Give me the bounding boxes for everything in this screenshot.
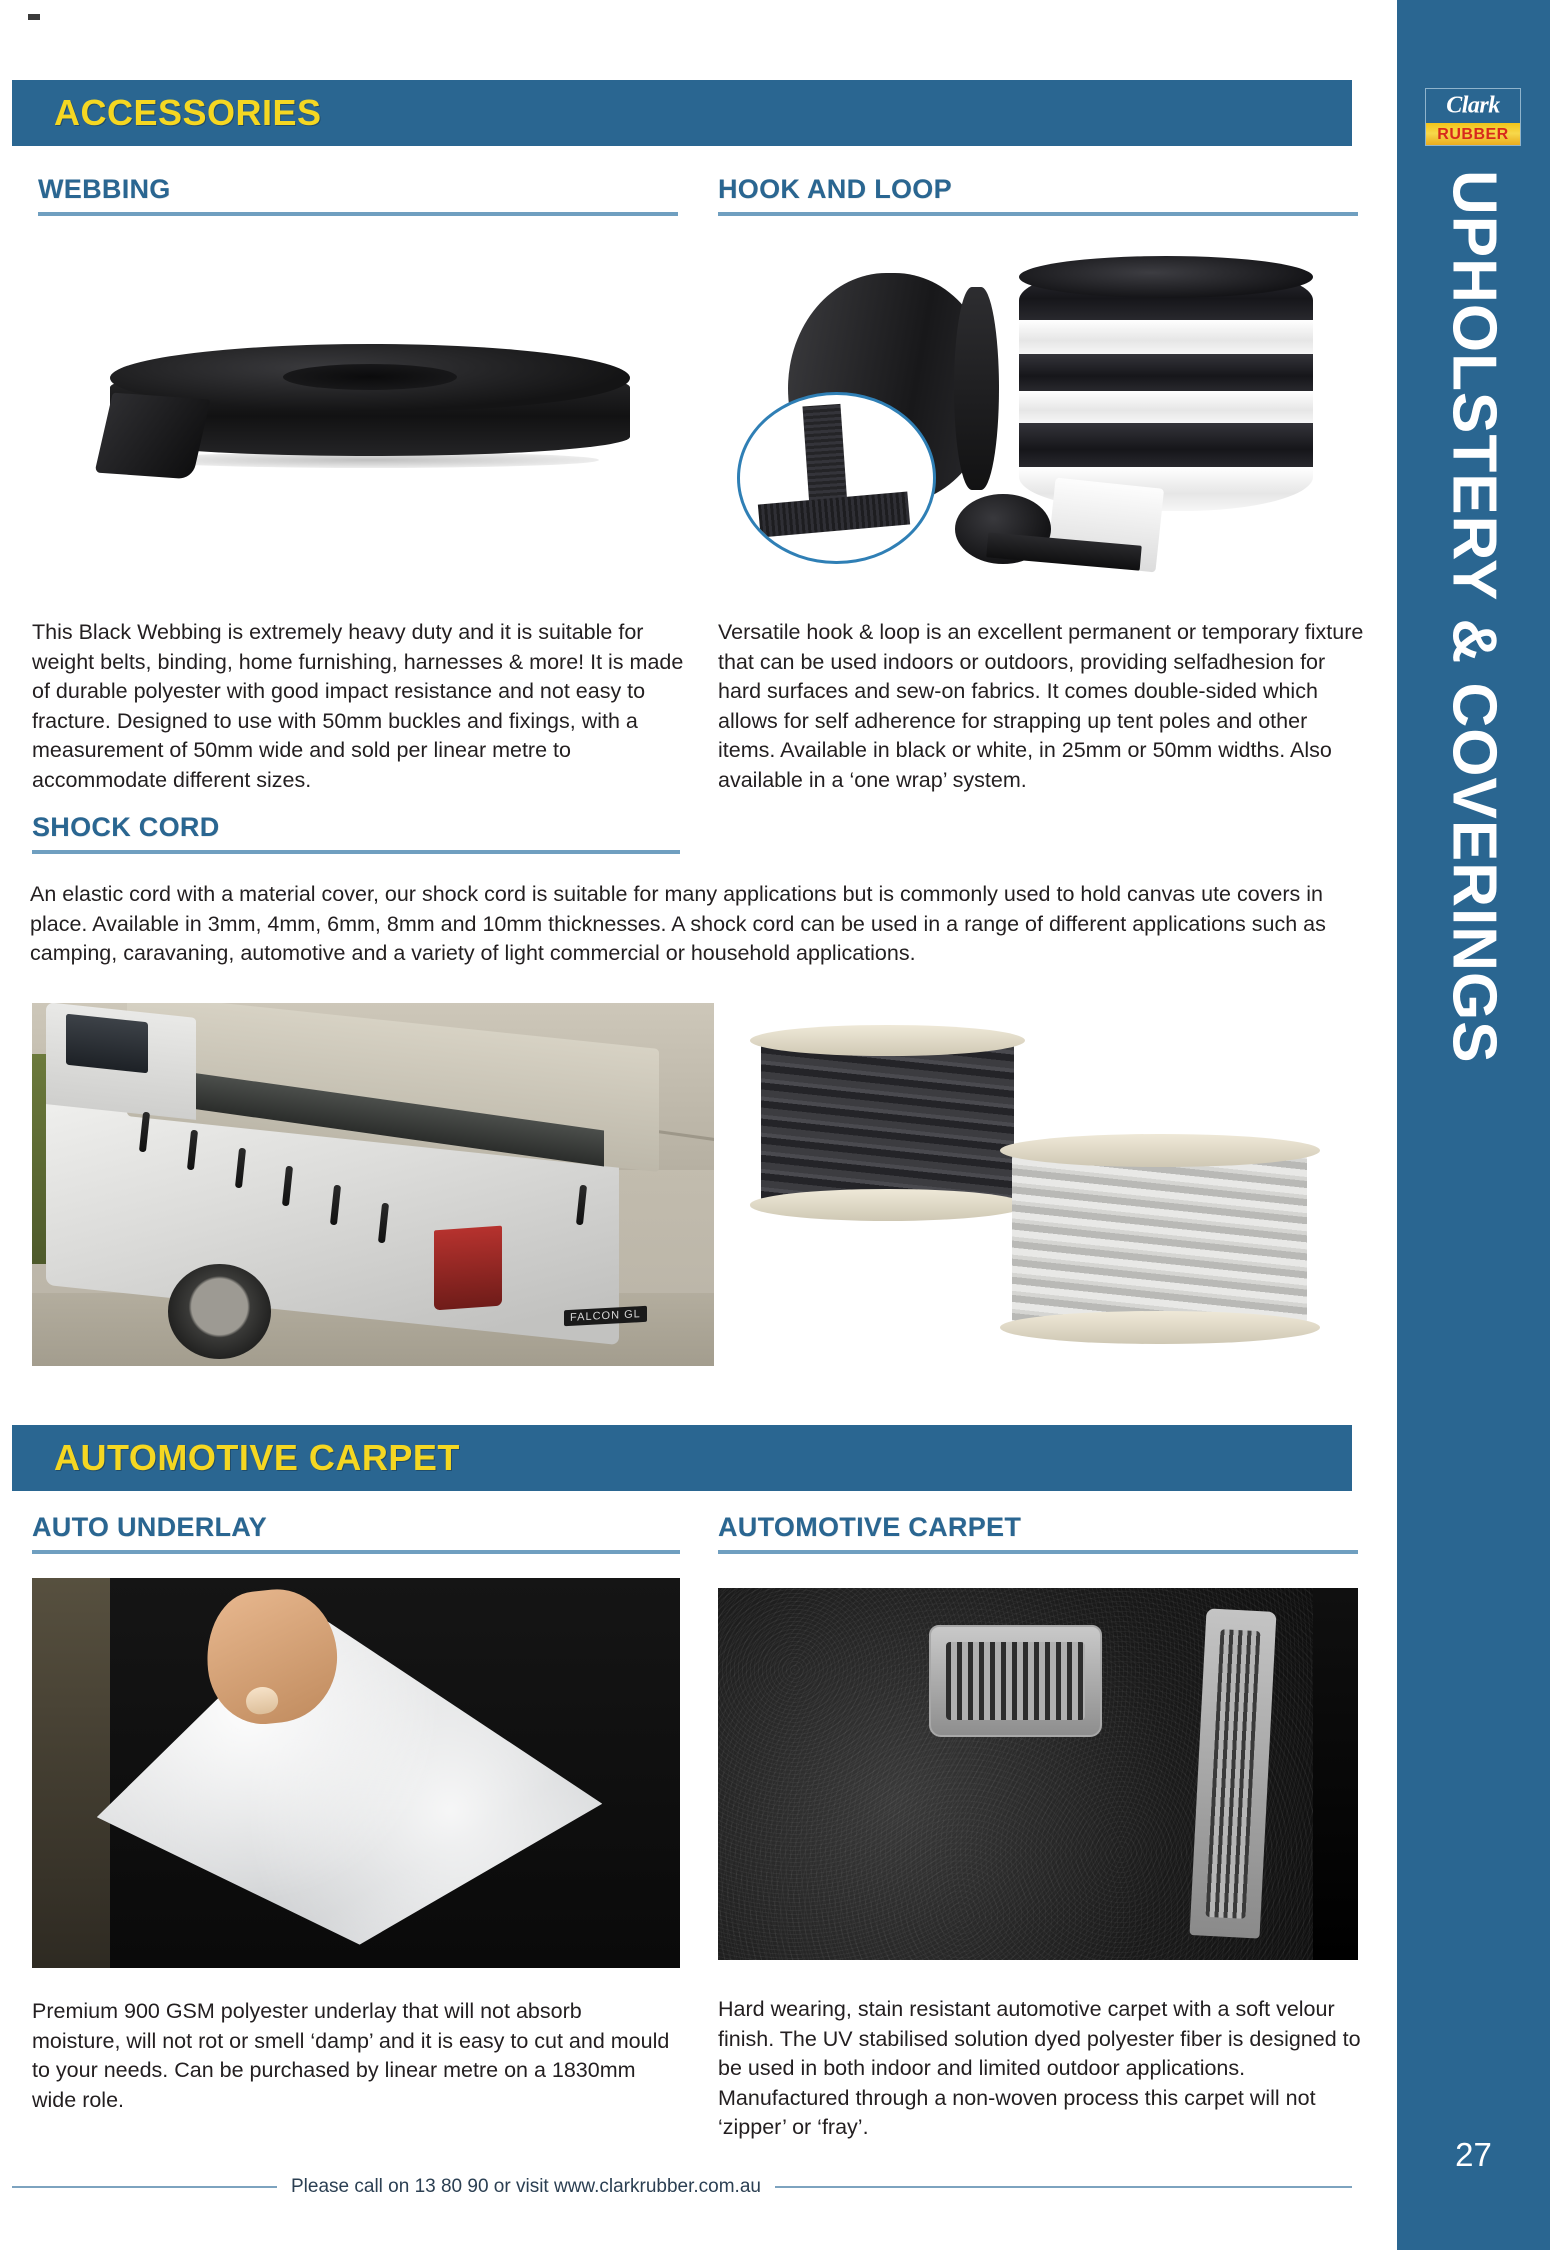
shock-cord-ute-image (32, 1003, 714, 1366)
automotive-carpet-description: Hard wearing, stain resistant automotive carpet with a soft velour finish. The UV stabilised solution dyed polyester fiber is designed to be used in both indoor and limited outdoor applications. Manufactured through a non-woven process this carpet will not ‘zipper’ or ‘fray’. (718, 1997, 1361, 2139)
banner-title-accessories: ACCESSORIES (54, 92, 322, 133)
spool-winding (1012, 1151, 1306, 1328)
side-tab-title: UPHOLSTERY & COVERINGS (1439, 170, 1508, 1064)
spool-flange-top (750, 1025, 1025, 1056)
footer-rule-left (12, 2186, 277, 2188)
footer-contact-text: Please call on 13 80 90 or visit www.clarkrubber.com.au (291, 2176, 761, 2197)
spool-winding (761, 1040, 1014, 1205)
subsection-heading-shock-cord: SHOCK CORD (32, 812, 680, 854)
webbing-roll-image (60, 320, 680, 520)
webbing-roll-core (283, 364, 457, 390)
logo-bottom-band (1426, 123, 1520, 146)
spool-flange-top (1000, 1134, 1320, 1168)
hook-loop-detail-inset (737, 392, 935, 564)
hook-and-loop-description: Versatile hook & loop is an excellent permanent or temporary fixture that can be used indoors or outdoors, providing selfadhesion for hard surfaces and sew-on fabrics. It comes double-sided which allows for self adherence for strapping up tent poles and other items. Available in black or white, in 25mm or 50mm widths. Also available in a ‘one wrap’ system. (718, 620, 1364, 792)
section-banner-accessories (12, 80, 1352, 146)
logo-top-band (1426, 89, 1520, 123)
ute-tail-light (434, 1226, 502, 1311)
ute-window (66, 1013, 148, 1072)
ute-wheel (168, 1264, 270, 1358)
carpet-shadow-edge (1313, 1588, 1358, 1960)
stack-top-face (1019, 256, 1313, 298)
subsection-heading-webbing: WEBBING (38, 174, 678, 216)
footer-rule-right (775, 2186, 1352, 2188)
webbing-loose-end (95, 393, 211, 480)
banner-title-automotive-carpet: AUTOMOTIVE CARPET (54, 1437, 460, 1478)
inset-loop-tape (758, 491, 910, 537)
side-tab (1397, 0, 1550, 2250)
logo-clark-text: Clark (1446, 92, 1500, 119)
subsection-heading-hook-and-loop: HOOK AND LOOP (718, 174, 1358, 216)
shock-cord-spool-white (1000, 1134, 1320, 1345)
inset-hook-tape (802, 404, 848, 509)
side-tab-title-wrap (1397, 170, 1550, 2020)
spool-flange-bottom (750, 1189, 1025, 1220)
shock-cord-spools-image (718, 1003, 1358, 1366)
stack-band-black-3 (1019, 423, 1313, 467)
clark-rubber-logo (1425, 88, 1521, 146)
page-number: 27 (1455, 2136, 1492, 2173)
webbing-description: This Black Webbing is extremely heavy duty and it is suitable for weight belts, binding, home furnishing, harnesses & more! It is made of durable polyester with good impact resistance and not easy to fracture. Designed to use with 50mm buckles and fixings, with a measurement of 50mm wide and sold per linear metre to accommodate different sizes. (32, 620, 684, 792)
spool-flange-bottom (1000, 1311, 1320, 1345)
subsection-heading-automotive-carpet: AUTOMOTIVE CARPET (718, 1512, 1358, 1554)
subsection-heading-auto-underlay: AUTO UNDERLAY (32, 1512, 680, 1554)
stack-band-black-2 (1019, 354, 1313, 391)
brake-pedal (929, 1625, 1102, 1737)
shock-cord-spool-black (750, 1025, 1025, 1221)
stack-band-white-1 (1019, 320, 1313, 354)
underlay-side-carpet (32, 1578, 110, 1968)
logo-rubber-text: RUBBER (1437, 125, 1509, 143)
hook-and-loop-image (718, 238, 1358, 588)
footer (12, 2176, 1352, 2198)
stack-band-white-2 (1019, 391, 1313, 423)
auto-underlay-description: Premium 900 GSM polyester underlay that will not absorb moisture, will not rot or smell ‘damp’ and it is easy to cut and mould to your needs. Can be purchased by linear metre on a 1830mm wide role. (32, 1999, 670, 2112)
auto-underlay-image (32, 1578, 680, 1968)
shock-cord-description: An elastic cord with a material cover, our shock cord is suitable for many applications but is commonly used to hold canvas ute covers in place. Available in 3mm, 4mm, 6mm, 8mm and 10mm thicknesses. A shock cord can be used in a range of different applications such as camping, caravaning, automotive and a variety of light commercial or household applications. (30, 882, 1326, 965)
automotive-carpet-image (718, 1588, 1358, 1960)
ute-badge: FALCON GL (564, 1306, 647, 1326)
hook-loop-roll-stack (1019, 266, 1313, 511)
section-banner-automotive-carpet (12, 1425, 1352, 1491)
